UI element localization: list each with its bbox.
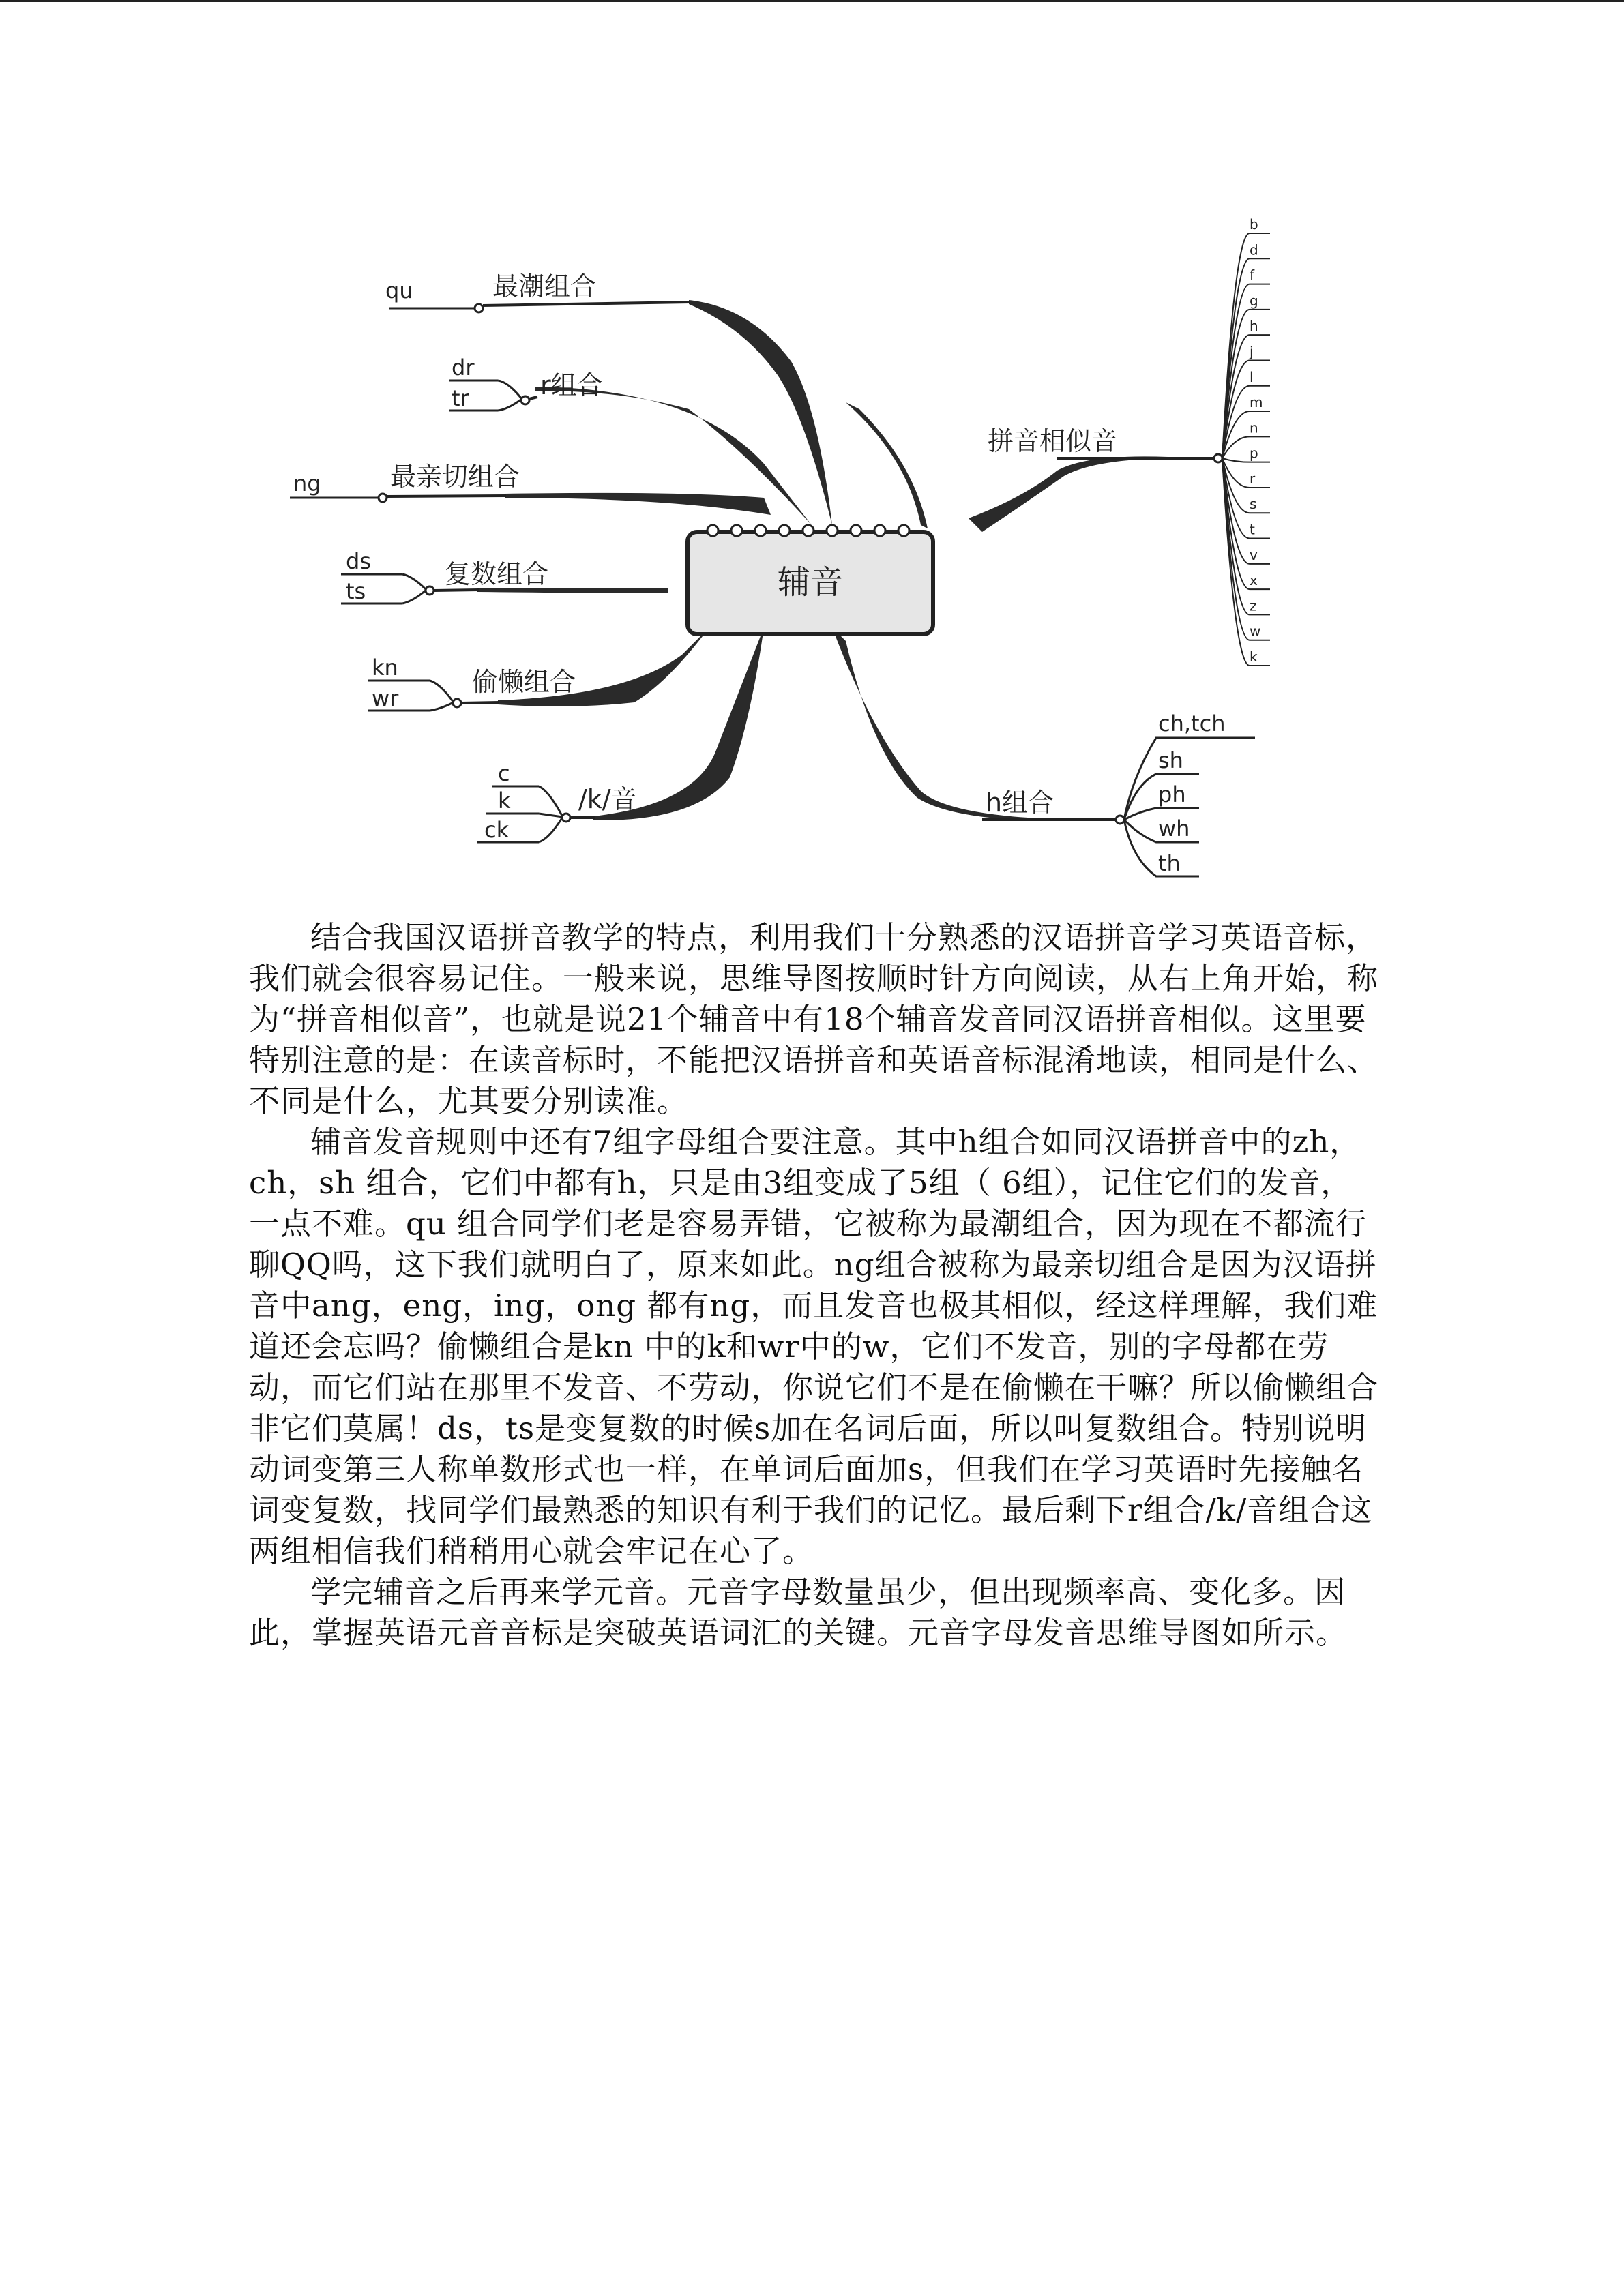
fan-connector: [1222, 411, 1270, 458]
leaf-th: th: [1158, 850, 1181, 876]
branch-label-k-sound: /k/音: [578, 784, 637, 814]
leaf-k: k: [498, 788, 511, 814]
leaf-l: l: [1250, 368, 1254, 385]
fan-connector: [1222, 458, 1270, 462]
leaf-t: t: [1250, 521, 1255, 538]
branch-r-combo: [449, 355, 603, 411]
fan-connector: [1222, 458, 1270, 589]
fan-connector: [1222, 436, 1270, 458]
leaf-qu: qu: [385, 278, 413, 303]
leaf-ch-tch: ch,tch: [1158, 711, 1226, 736]
leaf-dr: dr: [452, 355, 475, 381]
leaf-j: j: [1250, 343, 1254, 360]
fan-connector: [1222, 458, 1270, 614]
fan-connector: [1222, 458, 1270, 513]
branch-pinyin-similar: [988, 216, 1270, 666]
branch-label-r-combo: r组合: [540, 370, 603, 400]
leaf-wh: wh: [1158, 816, 1190, 841]
leaf-p: p: [1250, 445, 1258, 462]
leaf-d: d: [1250, 241, 1258, 258]
leaf-c: c: [498, 760, 510, 786]
leaf-v: v: [1250, 546, 1258, 563]
article-body: [249, 917, 1381, 1654]
branch-label-pinyin-similar: 拼音相似音: [988, 426, 1118, 456]
leaf-n: n: [1250, 419, 1258, 436]
leaf-k: k: [1250, 648, 1258, 665]
leaf-ph: ph: [1158, 781, 1186, 807]
fan-connector: [1222, 284, 1270, 458]
leaf-b: b: [1250, 216, 1258, 233]
fan-connector: [1222, 258, 1270, 458]
leaf-ds: ds: [346, 548, 371, 574]
leaf-kn: kn: [372, 655, 398, 681]
paragraph: 结合我国汉语拼音教学的特点，利用我们十分熟悉的汉语拼音学习英语音标，我们就会很容易记住。一般来说，思维导图按顺时针方向阅读，从右上角开始，称为“拼音相似音”，也就是说21个辅音中有18个辅音发音同汉语拼音相似。这里要特别注意的是：在读音标时，不能把汉语拼音和英语音标混淆地读，相同是什么、不同是什么，尤其要分别读准。: [249, 919, 1379, 1119]
leaf-f: f: [1250, 267, 1255, 284]
branch-label-plural: 复数组合: [445, 559, 549, 589]
center-node: [688, 525, 933, 634]
branch-plural-combo: [341, 548, 548, 604]
branch-label-lazy: 偷懒组合: [472, 667, 576, 697]
leaf-g: g: [1250, 292, 1258, 309]
leaf-z: z: [1250, 597, 1257, 614]
consonant-mind-map: [273, 205, 1350, 900]
center-label: 辅音: [777, 563, 844, 601]
leaf-ck: ck: [484, 817, 510, 843]
leaf-sh: sh: [1158, 747, 1183, 773]
leaf-m: m: [1250, 394, 1263, 411]
mind-map-diagram: [273, 205, 1350, 900]
branch-h-combo: [982, 711, 1255, 876]
branch-closest-combo: [290, 462, 520, 502]
branch-label-trendy: 最潮组合: [492, 271, 597, 301]
leaf-r: r: [1250, 470, 1256, 487]
leaf-wr: wr: [372, 685, 399, 711]
paragraph: 辅音发音规则中还有7组字母组合要注意。其中h组合如同汉语拼音中的zh，ch，sh 组合，它们中都有h，只是由3组变成了5组（ 6组），记住它们的发音，一点不难。qu 组合同学们老是容易弄错，它被称为最潮组合，因为现在不都流行聊QQ吗，这下我们就明白了，原来如此。ng组合被称为最亲切组合是因为汉语拼音中ang，eng，ing，ong 都有ng，而且发音也极其相似，经这样理解，我们难道还会忘吗？偷懒组合是kn 中的k和wr中的w，它们不发音，别的字母都在劳动，而它们站在那里不发音、不劳动，你说它们不是在偷懒在干嘛？所以偷懒组合非它们莫属！ds，ts是变复数的时候s加在名词后面，所以叫复数组合。特别说明动词变第三人称单数形式也一样，在单词后面加s，但我们在学习英语时先接触名词变复数，找同学们最熟悉的知识有利于我们的记忆。最后剩下r组合/k/音组合这两组相信我们稍稍用心就会牢记在心了。: [249, 1124, 1379, 1569]
leaf-w: w: [1250, 623, 1261, 640]
paragraph: 学完辅音之后再来学元音。元音字母数量虽少，但出现频率高、变化多。因此，掌握英语元音音标是突破英语词汇的关键。元音字母发音思维导图如所示。: [249, 1574, 1348, 1651]
leaf-h: h: [1250, 318, 1258, 335]
leaf-x: x: [1250, 572, 1258, 589]
top-border-line: [0, 0, 1624, 2]
branch-label-h-combo: h组合: [986, 788, 1054, 818]
leaf-s: s: [1250, 496, 1257, 513]
branch-label-closest: 最亲切组合: [390, 462, 520, 492]
leaf-ng: ng: [293, 471, 321, 496]
branch-k-sound: [477, 760, 637, 843]
leaf-ts: ts: [346, 578, 366, 604]
leaf-tr: tr: [452, 385, 469, 411]
branch-trendy-combo: [385, 271, 690, 312]
